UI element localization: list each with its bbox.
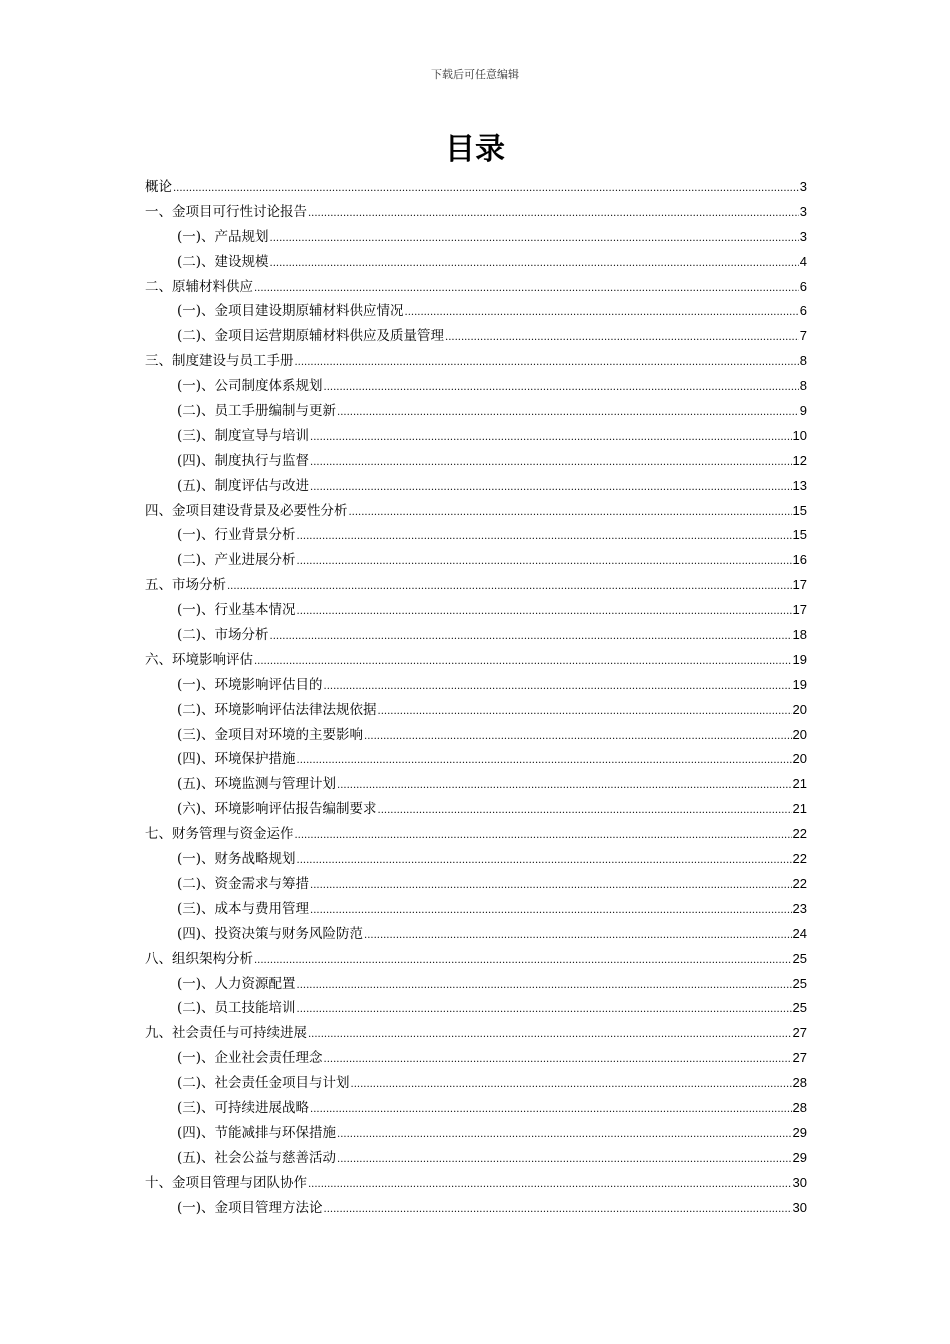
toc-entry-page-number: 19	[792, 676, 807, 692]
toc-entry-title: (一)、行业背景分析	[177, 527, 296, 544]
toc-entry[interactable]	[145, 349, 807, 374]
toc-entry-title: (五)、社会公益与慈善活动	[177, 1149, 337, 1166]
toc-entry-title: (一)、环境影响评估目的	[177, 676, 323, 693]
toc-leader-dots	[297, 525, 792, 548]
toc-entry[interactable]	[145, 797, 807, 822]
toc-leader-dots	[297, 849, 792, 872]
toc-entry-title: (二)、产业进展分析	[177, 552, 296, 569]
toc-entry-page-number: 19	[792, 651, 807, 667]
toc-entry-title: (二)、员工技能培训	[177, 1000, 296, 1017]
toc-entry-page-number: 8	[799, 353, 807, 369]
toc-entry-title: (四)、节能减排与环保措施	[177, 1124, 337, 1141]
toc-entry-page-number: 10	[792, 427, 807, 443]
toc-leader-dots	[270, 625, 792, 648]
toc-leader-dots	[297, 550, 792, 573]
toc-entry-page-number: 16	[792, 552, 807, 568]
toc-entry-title: (二)、建设规模	[177, 253, 269, 270]
toc-entry-page-number: 3	[799, 203, 807, 219]
toc-leader-dots	[308, 202, 799, 225]
toc-entry-page-number: 20	[792, 751, 807, 767]
toc-entry[interactable]	[145, 747, 807, 772]
toc-leader-dots	[324, 1048, 792, 1071]
toc-leader-dots	[364, 924, 791, 947]
toc-leader-dots	[337, 1123, 791, 1146]
toc-entry[interactable]	[145, 225, 807, 250]
toc-entry-page-number: 8	[799, 378, 807, 394]
toc-entry-page-number: 6	[799, 278, 807, 294]
toc-leader-dots	[295, 351, 799, 374]
toc-leader-dots	[254, 650, 792, 673]
toc-entry[interactable]	[145, 548, 807, 573]
toc-entry-page-number: 15	[792, 502, 807, 518]
toc-entry-title: 十、金项目管理与团队协作	[145, 1174, 307, 1191]
toc-entry-title: (四)、投资决策与财务风险防范	[177, 925, 364, 942]
toc-entry-page-number: 25	[792, 950, 807, 966]
toc-entry[interactable]	[145, 1146, 807, 1171]
toc-leader-dots	[295, 824, 792, 847]
toc-leader-dots	[310, 874, 791, 897]
toc-entry-title: (一)、金项目管理方法论	[177, 1199, 323, 1216]
toc-entry[interactable]	[145, 250, 807, 275]
toc-leader-dots	[405, 301, 799, 324]
toc-entry[interactable]	[145, 200, 807, 225]
toc-entry-page-number: 29	[792, 1149, 807, 1165]
toc-entry-title: (五)、环境监测与管理计划	[177, 776, 337, 793]
toc-leader-dots	[324, 675, 792, 698]
toc-entry-title: 二、原辅材料供应	[145, 278, 253, 295]
toc-entry-page-number: 21	[792, 801, 807, 817]
toc-entry-page-number: 28	[792, 1099, 807, 1115]
toc-entry-title: (二)、金项目运营期原辅材料供应及质量管理	[177, 328, 445, 345]
toc-entry-title: (二)、市场分析	[177, 627, 269, 644]
toc-entry[interactable]	[145, 299, 807, 324]
toc-entry-page-number: 4	[799, 253, 807, 269]
toc-leader-dots	[310, 476, 791, 499]
toc-entry-title: 八、组织架构分析	[145, 950, 253, 967]
toc-leader-dots	[254, 949, 792, 972]
toc-entry-title: (四)、环境保护措施	[177, 751, 296, 768]
toc-entry-page-number: 3	[799, 179, 807, 194]
toc-entry-page-number: 27	[792, 1025, 807, 1041]
toc-entry[interactable]	[145, 424, 807, 449]
toc-entry[interactable]	[145, 847, 807, 872]
toc-leader-dots	[227, 575, 792, 598]
toc-entry-page-number: 28	[792, 1075, 807, 1091]
toc-leader-dots	[254, 277, 799, 300]
toc-entry-page-number: 22	[792, 826, 807, 842]
toc-entry-title: 一、金项目可行性讨论报告	[145, 203, 307, 220]
toc-entry[interactable]	[145, 1096, 807, 1121]
toc-entry-page-number: 17	[792, 577, 807, 593]
toc-leader-dots	[297, 600, 792, 623]
toc-entry[interactable]	[145, 872, 807, 897]
toc-entry-title: 九、社会责任与可持续进展	[145, 1025, 307, 1042]
toc-leader-dots	[349, 501, 792, 524]
toc-entry-page-number: 24	[792, 925, 807, 941]
toc-leader-dots	[173, 177, 799, 200]
toc-leader-dots	[297, 749, 792, 772]
toc-entry-title: (三)、成本与费用管理	[177, 900, 310, 917]
toc-entry[interactable]	[145, 324, 807, 349]
toc-leader-dots	[324, 1198, 792, 1221]
toc-leader-dots	[445, 326, 799, 349]
toc-entry-title: (二)、资金需求与筹措	[177, 875, 310, 892]
toc-entry-title: (一)、人力资源配置	[177, 975, 296, 992]
toc-leader-dots	[308, 1173, 792, 1196]
toc-entry-page-number: 9	[799, 403, 807, 419]
toc-entry[interactable]	[145, 399, 807, 424]
toc-entry-page-number: 25	[792, 975, 807, 991]
toc-entry-page-number: 20	[792, 726, 807, 742]
toc-leader-dots	[308, 1023, 792, 1046]
toc-entry-page-number: 27	[792, 1050, 807, 1066]
toc-entry-page-number: 30	[792, 1199, 807, 1215]
toc-entry-page-number: 3	[799, 228, 807, 244]
toc-entry-title: (二)、环境影响评估法律法规依据	[177, 701, 377, 718]
toc-entry-page-number: 15	[792, 527, 807, 543]
toc-leader-dots	[378, 700, 792, 723]
toc-entry-title: 概论	[145, 179, 172, 195]
toc-entry-page-number: 12	[792, 452, 807, 468]
header-note: 下载后可任意编辑	[431, 68, 519, 81]
toc-leader-dots	[310, 1098, 791, 1121]
toc-entry-title: (一)、财务战略规划	[177, 851, 296, 868]
toc-leader-dots	[378, 799, 792, 822]
toc-entry-page-number: 22	[792, 851, 807, 867]
toc-entry[interactable]	[145, 648, 807, 673]
toc-entry-page-number: 13	[792, 477, 807, 493]
toc-leader-dots	[310, 899, 791, 922]
toc-entry[interactable]	[145, 996, 807, 1021]
toc-entry-title: 三、制度建设与员工手册	[145, 353, 294, 370]
toc-entry-title: (六)、环境影响评估报告编制要求	[177, 801, 377, 818]
toc-leader-dots	[337, 774, 791, 797]
toc-entry[interactable]	[145, 1071, 807, 1096]
toc-entry[interactable]	[145, 1121, 807, 1146]
toc-entry-title: (三)、制度宣导与培训	[177, 427, 310, 444]
toc-entry-page-number: 25	[792, 1000, 807, 1016]
toc-leader-dots	[310, 426, 791, 449]
toc-entry-title: (二)、社会责任金项目与计划	[177, 1075, 350, 1092]
toc-entry-page-number: 17	[792, 602, 807, 618]
toc-leader-dots	[310, 451, 791, 474]
toc-entry[interactable]	[145, 623, 807, 648]
toc-entry[interactable]	[145, 673, 807, 698]
toc-entry[interactable]	[145, 449, 807, 474]
toc-entry[interactable]	[145, 922, 807, 947]
page-title: 目录	[445, 132, 505, 167]
table-of-contents	[145, 175, 807, 1220]
toc-entry[interactable]	[145, 374, 807, 399]
toc-entry[interactable]	[145, 499, 807, 524]
toc-entry[interactable]	[145, 573, 807, 598]
toc-leader-dots	[297, 974, 792, 997]
toc-entry[interactable]	[145, 772, 807, 797]
toc-leader-dots	[337, 401, 799, 424]
toc-entry-title: (一)、产品规划	[177, 228, 269, 245]
toc-entry[interactable]	[145, 523, 807, 548]
toc-entry-title: 四、金项目建设背景及必要性分析	[145, 502, 348, 519]
toc-leader-dots	[364, 725, 791, 748]
toc-entry-page-number: 30	[792, 1174, 807, 1190]
toc-entry-title: 六、环境影响评估	[145, 651, 253, 668]
toc-entry[interactable]	[145, 698, 807, 723]
toc-entry[interactable]	[145, 723, 807, 748]
toc-entry-title: 五、市场分析	[145, 577, 226, 594]
toc-entry[interactable]	[145, 822, 807, 847]
toc-leader-dots	[337, 1148, 791, 1171]
toc-entry-title: (三)、可持续进展战略	[177, 1099, 310, 1116]
toc-entry[interactable]	[145, 1196, 807, 1221]
toc-entry-title: (一)、公司制度体系规划	[177, 378, 323, 395]
toc-entry-title: (一)、行业基本情况	[177, 602, 296, 619]
toc-entry[interactable]	[145, 474, 807, 499]
toc-entry-page-number: 29	[792, 1124, 807, 1140]
toc-leader-dots	[351, 1073, 792, 1096]
toc-entry-title: 七、财务管理与资金运作	[145, 826, 294, 843]
toc-entry[interactable]	[145, 275, 807, 300]
toc-entry[interactable]	[145, 947, 807, 972]
toc-leader-dots	[270, 252, 799, 275]
toc-entry[interactable]	[145, 598, 807, 623]
toc-entry-page-number: 22	[792, 875, 807, 891]
toc-entry[interactable]	[145, 1171, 807, 1196]
toc-entry-title: (五)、制度评估与改进	[177, 477, 310, 494]
toc-entry[interactable]	[145, 897, 807, 922]
toc-leader-dots	[297, 998, 792, 1021]
toc-entry-page-number: 20	[792, 701, 807, 717]
toc-entry-page-number: 7	[799, 328, 807, 344]
toc-entry[interactable]	[145, 972, 807, 997]
toc-entry[interactable]	[145, 175, 807, 200]
toc-entry-title: (一)、金项目建设期原辅材料供应情况	[177, 303, 404, 320]
toc-entry-page-number: 23	[792, 900, 807, 916]
toc-entry-title: (二)、员工手册编制与更新	[177, 403, 337, 420]
toc-leader-dots	[324, 376, 799, 399]
toc-entry-title: (四)、制度执行与监督	[177, 452, 310, 469]
toc-entry-title: (一)、企业社会责任理念	[177, 1050, 323, 1067]
toc-entry-title: (三)、金项目对环境的主要影响	[177, 726, 364, 743]
toc-entry[interactable]	[145, 1046, 807, 1071]
toc-entry-page-number: 18	[792, 627, 807, 643]
toc-entry[interactable]	[145, 1021, 807, 1046]
toc-entry-page-number: 21	[792, 776, 807, 792]
toc-entry-page-number: 6	[799, 303, 807, 319]
toc-leader-dots	[270, 227, 799, 250]
